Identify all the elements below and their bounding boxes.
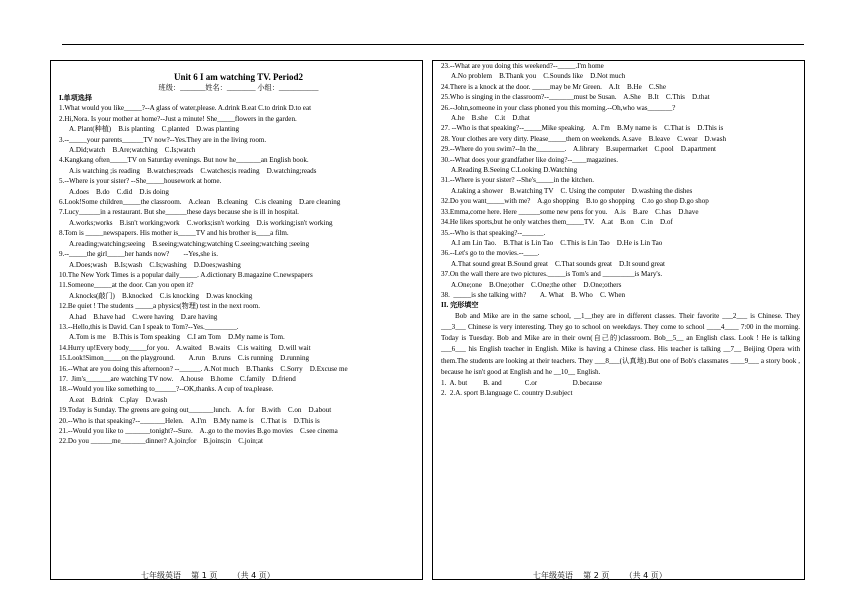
question-line: A.Tom is me B.This is Tom speaking C.I am Tom D.My name is Tom. [69,333,285,342]
question-line: A.knocks(敲门) B.knocked C.is knocking D.was knocking [69,291,253,300]
question-line: A.That sound great B.Sound great C.That sounds great D.It sound great [451,259,665,268]
question-line: 37.On the wall there are two pictures._____is Tom's and _________is Mary's. [441,270,663,279]
question-line: 9.--_____the girl_____her hands now? --Yes,she is. [59,250,219,259]
question-line: 1.What would you like_____?--A glass of water,please. A.drink B.eat C.to drink D.to eat [59,104,312,113]
question-line: 2.Hi,Nora. Is your mother at home?--Just a minute! She_____flowers in the garden. [59,114,297,123]
question-line: A.Does;wash B.Is;wash C.Is;washing D.Does;washing [69,260,241,269]
right-column [441,61,800,399]
question-line: A.Did;watch B.Are;watching C.Is;watch [69,146,196,155]
question-line: A.reading;watching;seeing B.seeing;watching;watching C.seeing;watching ;seeing [69,239,310,248]
question-line: 18.--Would you like something to______?--OK,thanks. A cup of tea,please. [59,385,274,394]
header-rule [62,44,804,45]
cloze-option-1: 1. A. but B. and C.or D.because [441,378,602,387]
question-line: 8.Tom is _____newspapers. His mother is_____TV and his brother is____a film. [59,229,289,238]
question-line: A.works;works B.isn't working;work C.works;isn't working D.is working;isn't working [69,218,333,227]
left-column [59,71,418,447]
question-line: 24.There is a knock at the door. _____may be Mr Green. A.It B.He C.She [441,82,666,91]
question-line: 16.--What are you doing this afternoon? --______. A.Not much B.Thanks C.Sorry D.Excuse me [59,364,348,373]
question-line: 3.--_____your parents______TV now?--Yes.They are in the living room. [59,135,267,144]
section-heading-cloze: II. 完形填空 [441,301,479,310]
left-page [50,60,423,580]
question-line: 15.Look!Simon_____on the playground. A.run B.runs C.is running D.running [59,354,310,363]
question-line: 25.Who is singing in the classroom?--_______must be Susan. A.She B.It C.This D.that [441,93,710,102]
question-line: 4.Kangkang often_____TV on Saturday evenings. But now he_______an English book. [59,156,309,165]
question-line: 34.He likes sports,but he only watches them_____TV. A.at B.on C.in D.of [441,218,673,227]
question-line: A.had B.have had C.were having D.are having [69,312,218,321]
question-line: 32.Do you want_____with me? A.go shopping B.to go shopping C.to go shop D.go shop [441,197,709,206]
question-line: 27. --Who is that speaking?--_____Mike speaking. A. I'm B.My name is C.That is D.This is [441,124,724,133]
section-heading-multiple-choice: I.单项选择 [59,94,92,102]
question-line: A.does B.do C.did D.is doing [69,187,169,196]
question-line: 29.--Where do you swim?--In the________. A.library B.supermarket C.pool D.apartment [441,145,717,154]
question-line: A. Plant(种植) B.is planting C.planted D.was planting [69,125,240,134]
question-line: 7.Lucy______in a restaurant. But she______these days because she is ill in hospital. [59,208,299,217]
question-line: 35.--Who is that speaking?--______. [441,228,546,237]
right-page [432,60,805,580]
question-line: 6.Look!Some children_____the classroom. A.clean B.cleaning C.is cleaning D.are cleaning [59,198,341,207]
question-line: A.Reading B.Seeing C.Looking D.Watching [451,166,578,175]
worksheet-title: Unit 6 I am watching TV. Period2 [174,72,303,82]
page-footer-2: 七年级英语 第 2 页 （共 4 页） [533,571,667,580]
question-line: 38. _____is she talking with? A. What B. Who C. When [441,290,626,299]
question-line: A.No problem B.Thank you C.Sounds like D.Not much [451,72,626,81]
question-line: 10.The New York Times is a popular daily_____. A.dictionary B.magazine C.newspapers [59,270,313,279]
question-line: A.is watching ;is reading B.watches;reads C.watches;is reading D.watching;reads [69,166,317,175]
question-line: 20.--Who is that speaking?--_______Helen. A.I'm B.My name is C.That is D.This is [59,416,320,425]
question-line: 17. Jim's_______are watching TV now. A.house B.home C.family D.friend [59,374,296,383]
question-line: A.One;one B.One;other C.One;the other D.One;others [451,280,622,289]
question-line: A.I am Lin Tao. B.That is Lin Tao C.This is Lin Tao D.He is Lin Tao [451,238,663,247]
question-line: A.he B.she C.it D.that [451,114,530,123]
cloze-passage: Bob and Mike are in the same school, __1__they are in different classes. Their favorite ___2___ is Chinese. They ___3___ Chinese is very interesting. They go to school on weekdays. They come to school ____4____ 7:00 in the morning. Today is Tuesday. Bob and Mike are in their own(自己的)classroom. Bob__5__ an English class. Look ! He is talking ___6___ his English teacher in English. Mike is having a Chinese class. His teacher is talking __7__ Beijing Opera with them.The students are looking at their teachers. They ___8___(认真地).But one of Bob's classmates ____9___ a story book , because he isn't good at English and he __10__ English. [441,311,800,376]
question-line: 26.--John,someone in your class phoned you this morning.--Oh,who was_______? [441,103,676,112]
question-line: 21.--Would you like to _______tonight?--Sure. A..go to the movies B.go movies C.see cinema [59,427,338,435]
question-line: 36.--Let's go to the movies.--____. [441,249,540,258]
question-line: 30.--What does your grandfather like doing?--____magazines. [441,155,619,164]
question-line: 12.Be quiet ! The students _____a physics(物理) test in the next room. [59,302,261,311]
question-line: 13.--Hello,this is David. Can I speak to Tom?--Yes._________. [59,322,239,331]
question-line: 11.Someone_____at the door. Can you open it? [59,281,194,290]
question-line: 28. Your clothes are very dirty. Please_____them on weekends. A.save B.leave C.wear D.wash [441,134,726,143]
question-line: 31.--Where is your sister? --She's_____in the kitchen. [441,176,594,185]
question-line: 14.Hurry up!Every body_____for you. A.waited B.waits C.is waiting D.will wait [59,343,311,352]
question-line: 33.Emma,come here. Here ______some new pens for you. A.is B.are C.has D.have [441,207,699,216]
student-info-line: 班级：_______姓名：________ 小组：___________ [158,84,319,92]
page-footer-1: 七年级英语 第 1 页 （共 4 页） [141,571,275,580]
question-line: 22.Do you ______me_______dinner? A.join;for B.joins;in C.join;at [59,437,263,446]
question-list-right [441,61,800,300]
question-line: 5.--Where is your sister? --She_____housework at home. [59,177,222,186]
question-line: 19.Today is Sunday. The greens are going out_______lunch. A. for B.with C.on D.about [59,406,332,415]
cloze-option-2: 2. 2.A. sport B.language C. country D.subject [441,389,573,398]
question-line: A.taking a shower B.watching TV C. Using the computer D.washing the dishes [451,186,693,195]
question-line: 23.--What are you doing this weekend?--_____.I'm home [441,62,604,70]
question-line: A.eat B.drink C.play D.wash [69,395,168,404]
question-list-left [59,103,418,446]
